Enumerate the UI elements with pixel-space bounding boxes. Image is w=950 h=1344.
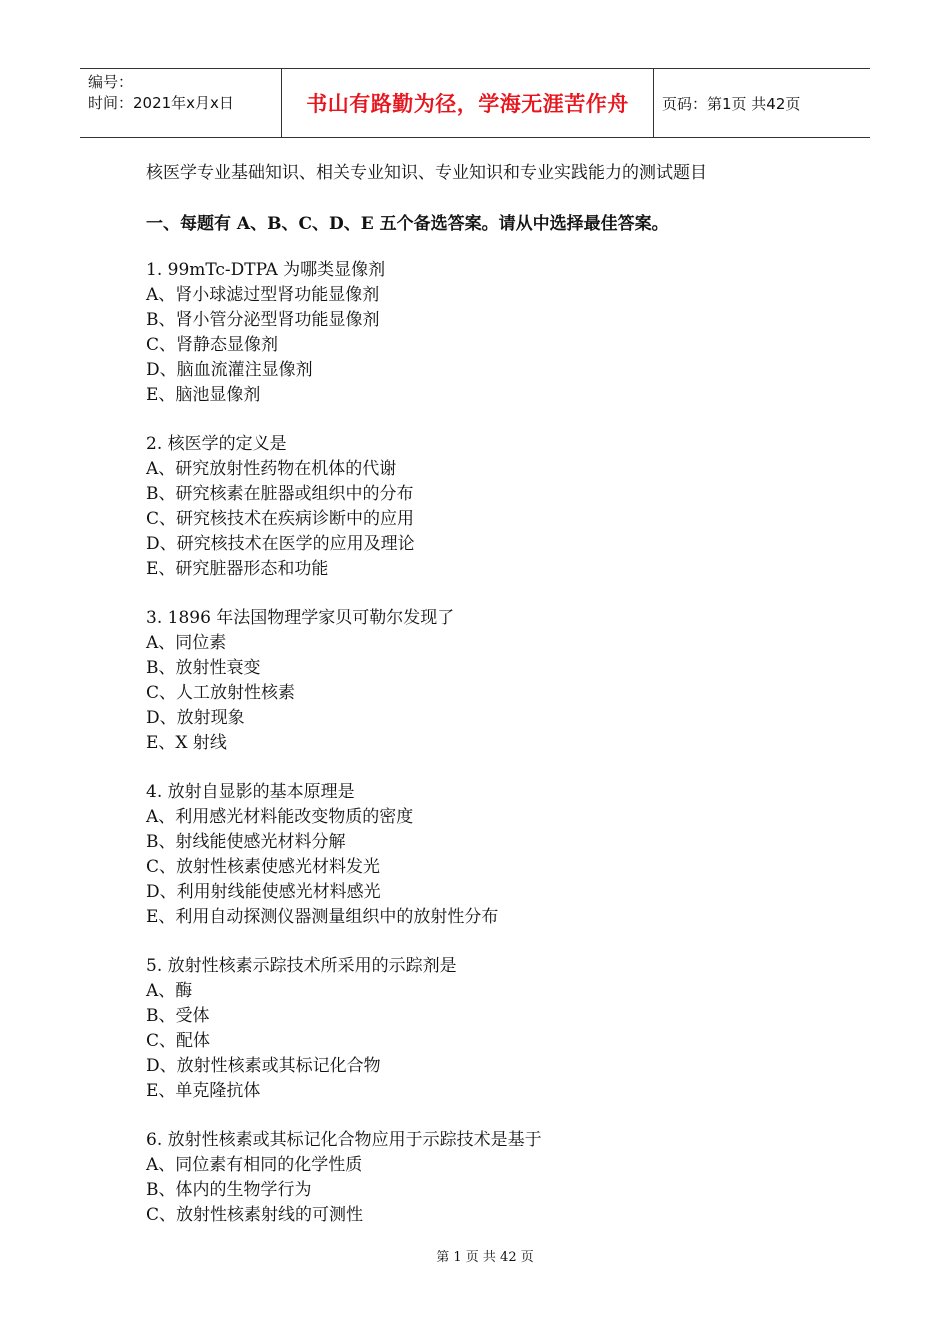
question-stem: 3. 1896 年法国物理学家贝可勒尔发现了 — [146, 608, 455, 628]
page-header — [80, 68, 870, 138]
section-instruction: 一、每题有 A、B、C、D、E 五个备选答案。请从中选择最佳答案。 — [146, 214, 669, 234]
answer-option: D、放射现象 — [146, 708, 245, 728]
answer-option: B、体内的生物学行为 — [146, 1180, 312, 1200]
header-meta — [80, 69, 282, 137]
answer-option: C、肾静态显像剂 — [146, 335, 279, 355]
answer-option: A、同位素有相同的化学性质 — [146, 1155, 363, 1175]
number-label: 编号： — [88, 73, 134, 91]
answer-option: B、肾小管分泌型肾功能显像剂 — [146, 310, 380, 330]
answer-option: C、放射性核素射线的可测性 — [146, 1205, 364, 1225]
answer-option: C、研究核技术在疾病诊断中的应用 — [146, 509, 415, 529]
header-page-info: 页码：第1页 共42页 — [662, 94, 801, 113]
question-stem: 2. 核医学的定义是 — [146, 434, 287, 454]
answer-option: A、同位素 — [146, 633, 227, 653]
answer-option: C、放射性核素使感光材料发光 — [146, 857, 381, 877]
header-motto: 书山有路勤为径，学海无涯苦作舟 — [282, 69, 654, 137]
question-stem: 6. 放射性核素或其标记化合物应用于示踪技术是基于 — [146, 1130, 542, 1150]
question-list — [146, 258, 846, 1252]
answer-option: A、研究放射性药物在机体的代谢 — [146, 459, 397, 479]
answer-option: B、研究核素在脏器或组织中的分布 — [146, 484, 414, 504]
answer-option: C、配体 — [146, 1031, 211, 1051]
question-stem: 1. 99mTc-DTPA 为哪类显像剂 — [146, 260, 386, 280]
question-stem: 5. 放射性核素示踪技术所采用的示踪剂是 — [146, 956, 457, 976]
answer-option: C、人工放射性核素 — [146, 683, 296, 703]
answer-option: A、酶 — [146, 981, 193, 1001]
answer-option: D、利用射线能使感光材料感光 — [146, 882, 381, 902]
question-4 — [146, 780, 846, 930]
answer-option: E、脑池显像剂 — [146, 385, 261, 405]
answer-option: E、研究脏器形态和功能 — [146, 559, 329, 579]
answer-option: D、放射性核素或其标记化合物 — [146, 1056, 381, 1076]
time-label: 时间：2021年x月x日 — [88, 94, 234, 112]
answer-option: E、利用自动探测仪器测量组织中的放射性分布 — [146, 907, 499, 927]
answer-option: B、放射性衰变 — [146, 658, 261, 678]
answer-option: A、利用感光材料能改变物质的密度 — [146, 807, 414, 827]
question-6 — [146, 1128, 846, 1228]
question-stem: 4. 放射自显影的基本原理是 — [146, 782, 355, 802]
document-title: 核医学专业基础知识、相关专业知识、专业知识和专业实践能力的测试题目 — [146, 163, 707, 183]
answer-option: D、脑血流灌注显像剂 — [146, 360, 313, 380]
question-5 — [146, 954, 846, 1104]
answer-option: D、研究核技术在医学的应用及理论 — [146, 534, 415, 554]
question-2 — [146, 432, 846, 582]
question-1 — [146, 258, 846, 408]
answer-option: B、射线能使感光材料分解 — [146, 832, 346, 852]
answer-option: E、X 射线 — [146, 733, 227, 753]
question-3 — [146, 606, 846, 756]
answer-option: B、受体 — [146, 1006, 210, 1026]
answer-option: A、肾小球滤过型肾功能显像剂 — [146, 285, 380, 305]
answer-option: E、单克隆抗体 — [146, 1081, 261, 1101]
page-footer: 第 1 页 共 42 页 — [436, 1250, 534, 1265]
